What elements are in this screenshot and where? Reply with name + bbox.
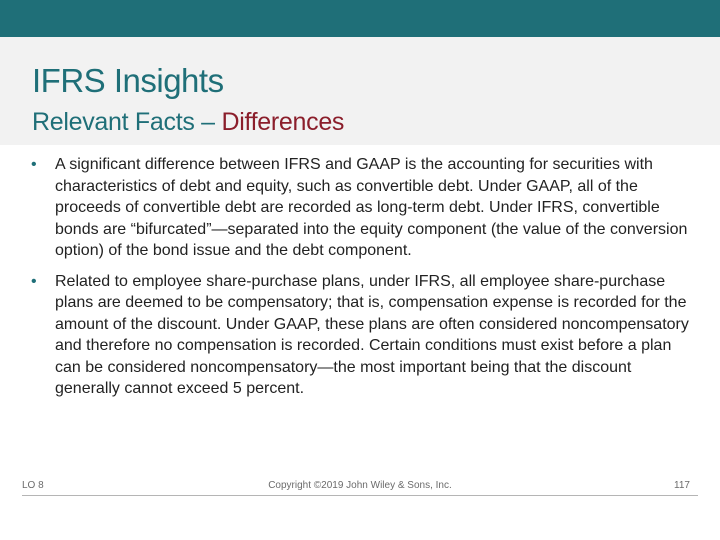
subtitle-main: Relevant Facts – (32, 108, 222, 136)
bullet-item (30, 271, 690, 400)
page-number: 117 (674, 480, 690, 491)
learning-objective: LO 8 (22, 480, 44, 491)
bullet-dot-icon: • (31, 156, 37, 173)
bullet-list (30, 154, 690, 409)
slide-title: IFRS Insights (32, 62, 224, 99)
subtitle-accent: Differences (221, 108, 345, 136)
top-bar (0, 0, 720, 37)
bullet-text: Related to employee share-purchase plans, under IFRS, all employee share-purchase plans are deemed to be compensatory; that is, compensation expense is recorded for the amount of the discount. Under GAAP, these plans are often considered noncompensatory and therefore no compensation is recorded. Certain conditions must exist before a plan can be considered noncompensatory—the most important being that the discount generally cannot exceed 5 percent. (55, 272, 689, 397)
bullet-text: A significant difference between IFRS and GAAP is the accounting for securities with characteristics of debt and equity, such as convertible debt. Under GAAP, all of the proceeds of convertible debt are recorded as long-term debt. Under IFRS, convertible bonds are “bifurcated”—separated into the equity component (the value of the conversion option) of the bond issue and the debt component. (55, 156, 688, 259)
bullet-item (30, 154, 690, 262)
copyright-notice: Copyright ©2019 John Wiley & Sons, Inc. (268, 480, 452, 491)
footer-divider (22, 495, 698, 496)
slide-subtitle (32, 108, 344, 137)
bullet-dot-icon: • (31, 272, 37, 290)
